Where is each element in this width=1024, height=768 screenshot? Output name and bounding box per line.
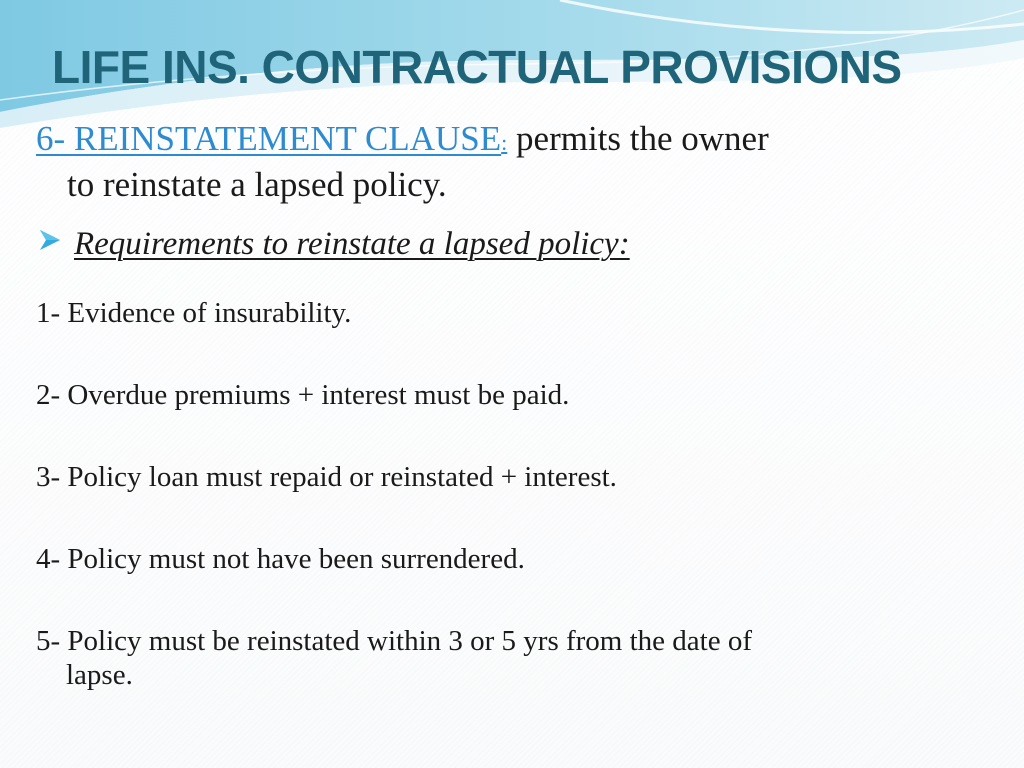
requirements-heading-text: Requirements to reinstate a lapsed policy: xyxy=(74,226,630,262)
list-item: 4- Policy must not have been surrendered. xyxy=(36,543,525,575)
slide-title: LIFE INS. CONTRACTUAL PROVISIONS xyxy=(52,41,902,93)
requirements-list xyxy=(36,296,982,740)
clause-intro xyxy=(36,118,986,206)
list-item: 1- Evidence of insurability. xyxy=(36,297,352,329)
arrow-bullet-icon xyxy=(38,224,62,261)
clause-name: 6- REINSTATEMENT CLAUSE xyxy=(36,119,502,158)
requirements-heading xyxy=(38,226,630,265)
list-item-text: 5- Policy must be reinstated within 3 or 5 yrs from the date of xyxy=(36,625,752,657)
list-item xyxy=(36,624,982,692)
clause-description-line2: to reinstate a lapsed policy. xyxy=(67,165,447,204)
list-item: 3- Policy loan must repaid or reinstated + interest. xyxy=(36,461,617,493)
list-item: 2- Overdue premiums + interest must be paid. xyxy=(36,379,570,411)
list-item-continuation: lapse. xyxy=(66,659,133,691)
clause-colon: : xyxy=(501,130,508,155)
clause-description-line1: permits the owner xyxy=(507,119,769,158)
